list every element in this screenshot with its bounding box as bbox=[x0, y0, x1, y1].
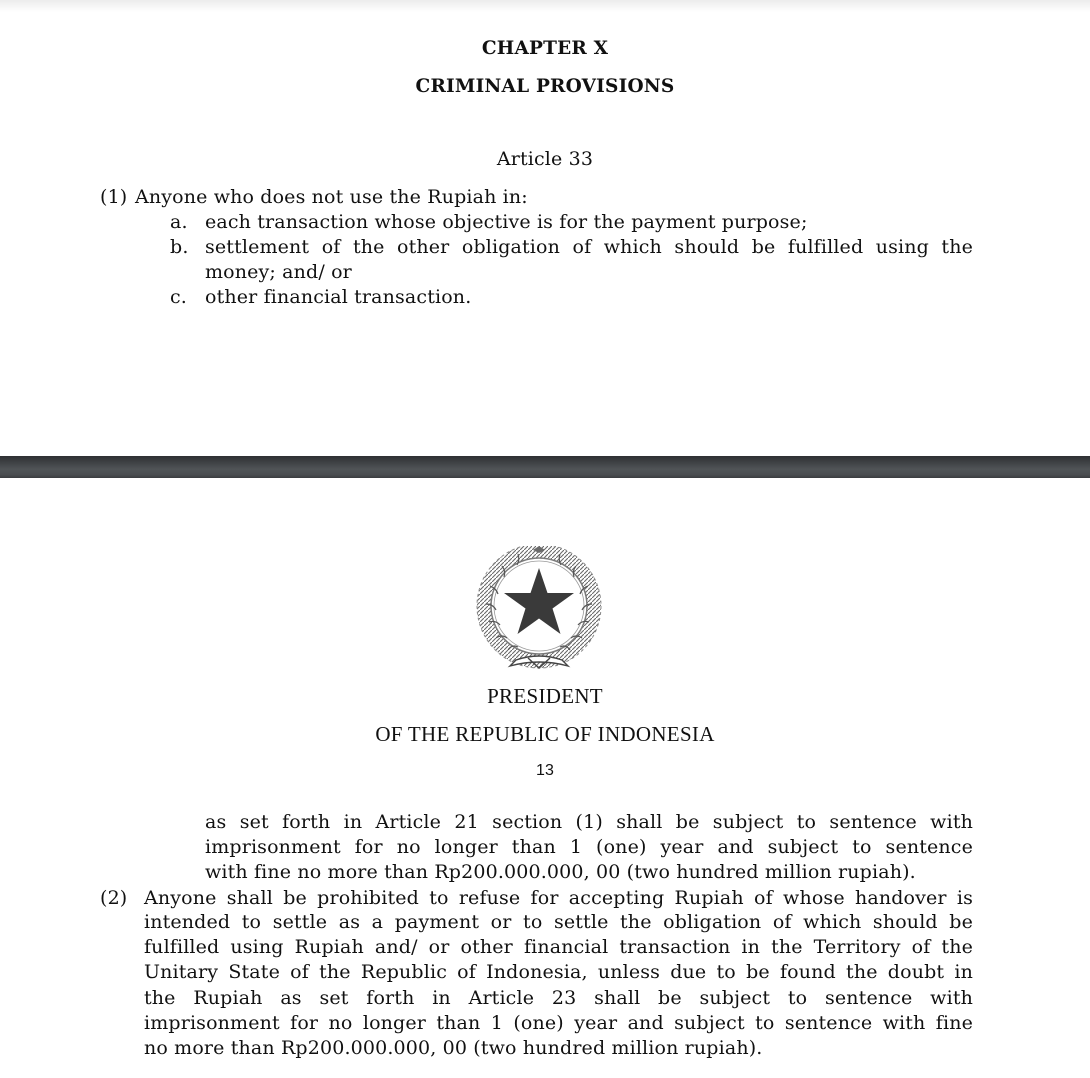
continuation-line-2: imprisonment for no longer than 1 (one) year and subject to sentence bbox=[205, 836, 973, 858]
document-page-top bbox=[0, 0, 1090, 456]
page-top-shadow bbox=[0, 0, 1090, 12]
item-c-label: c. bbox=[170, 286, 187, 308]
section-2-line-3: fulfilled using Rupiah and/ or other financial transaction in the Territory of the bbox=[144, 936, 973, 958]
continuation-line-1: as set forth in Article 21 section (1) shall be subject to sentence with bbox=[205, 811, 973, 833]
header-republic: OF THE REPUBLIC OF INDONESIA bbox=[375, 722, 715, 746]
header-president: PRESIDENT bbox=[487, 684, 603, 708]
section-2-line-2: intended to settle as a payment or to settle the obligation of which should be bbox=[144, 911, 973, 933]
article-title: Article 33 bbox=[496, 148, 594, 170]
section-2-line-7: no more than Rp200.000.000, 00 (two hundred million rupiah). bbox=[144, 1037, 763, 1059]
item-b-text-line-1: settlement of the other obligation of which should be fulfilled using the bbox=[205, 236, 973, 258]
page-divider bbox=[0, 456, 1090, 478]
page-number: 13 bbox=[535, 762, 555, 779]
section-2-marker: (2) bbox=[100, 887, 128, 909]
section-1-intro: Anyone who does not use the Rupiah in: bbox=[135, 186, 528, 208]
item-c-text: other financial transaction. bbox=[205, 286, 472, 308]
item-b-text-line-2: money; and/ or bbox=[205, 261, 352, 283]
item-a-text: each transaction whose objective is for the payment purpose; bbox=[205, 211, 808, 233]
section-2-line-4: Unitary State of the Republic of Indonesia, unless due to be found the doubt in bbox=[144, 961, 973, 983]
presidential-emblem-icon bbox=[476, 546, 602, 674]
section-1-marker: (1) bbox=[100, 186, 128, 208]
item-b-label: b. bbox=[170, 236, 189, 258]
chapter-subtitle: CRIMINAL PROVISIONS bbox=[415, 76, 675, 97]
section-2-line-5: the Rupiah as set forth in Article 23 shall be subject to sentence with bbox=[144, 987, 973, 1009]
section-2-line-1: Anyone shall be prohibited to refuse for accepting Rupiah of whose handover is bbox=[144, 887, 973, 909]
item-a-label: a. bbox=[170, 211, 188, 233]
chapter-title: CHAPTER X bbox=[481, 38, 609, 59]
continuation-line-3: with fine no more than Rp200.000.000, 00 (two hundred million rupiah). bbox=[205, 861, 916, 883]
section-2-line-6: imprisonment for no longer than 1 (one) year and subject to sentence with fine bbox=[144, 1012, 973, 1034]
